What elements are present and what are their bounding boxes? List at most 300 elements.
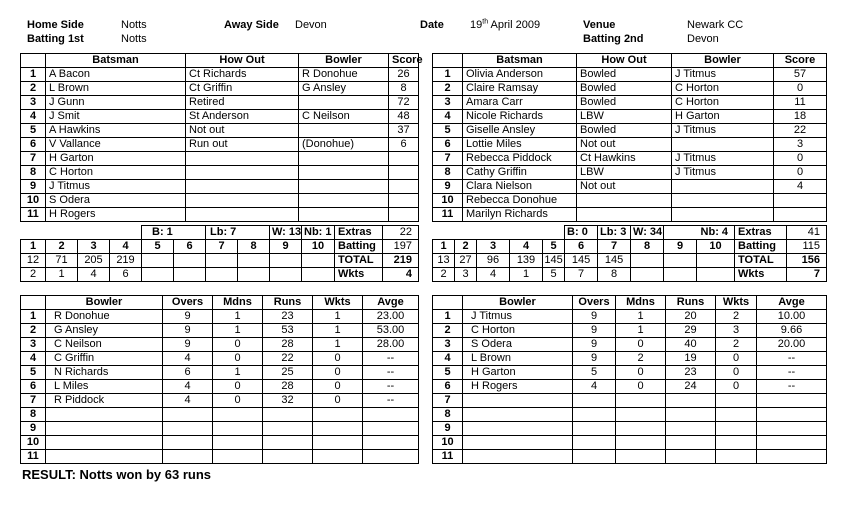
fow-wicket-number: 8 [631,240,664,254]
extras-wides: W: 34 [631,226,664,240]
bowler-wickets [313,450,363,464]
bowler-runs [666,450,716,464]
bowler-row [433,366,827,380]
batsman-row [21,194,419,208]
bowler-maidens: 0 [616,338,666,352]
how-out: St Anderson [186,110,299,124]
batsman-score: 18 [774,110,827,124]
header-score: Score [774,54,827,68]
header-batsman: Batsman [46,54,186,68]
bowler-name: C Horton [463,324,573,338]
bowler-wickets: 3 [716,324,757,338]
bowler-overs: 4 [163,380,213,394]
bowler-row [21,380,419,394]
bowler-maidens: 0 [213,394,263,408]
batsman-name: Lottie Miles [463,138,577,152]
batsman-row [21,208,419,222]
batting-second-label: Batting 2nd [583,33,644,45]
bowler-number: 3 [21,338,46,352]
bowler-wickets: 0 [313,394,363,408]
bowler-number: 3 [433,338,463,352]
header-bowler: Bowler [672,54,774,68]
bowler-runs [263,422,313,436]
dismissing-bowler: J Titmus [672,166,774,180]
bowler-row [21,366,419,380]
fow-score [270,254,302,268]
batting-position: 6 [433,138,463,152]
home-side-label: Home Side [27,19,84,31]
batting-position: 5 [433,124,463,138]
batting-second-value: Devon [687,33,719,45]
bowler-overs [573,408,616,422]
batting-position: 7 [433,152,463,166]
bowler-wickets: 1 [313,338,363,352]
extras-wides: W: 13 [270,226,302,240]
bowler-overs: 4 [573,380,616,394]
batsman-name: Nicole Richards [463,110,577,124]
batting-position: 11 [21,208,46,222]
bowler-row [433,324,827,338]
batting-header-row [21,54,419,68]
how-out: Bowled [577,124,672,138]
bowler-runs [666,422,716,436]
batting-position: 3 [433,96,463,110]
batsman-score: 8 [389,82,419,96]
bowler-number: 7 [433,394,463,408]
extras-spacer [433,226,565,240]
bowler-average: -- [363,352,419,366]
batsman-score: 3 [774,138,827,152]
bowler-maidens: 0 [213,338,263,352]
bowling-header-row [21,296,419,310]
dismissing-bowler: J Titmus [672,68,774,82]
batsman-name: Claire Ramsay [463,82,577,96]
header-bowler: Bowler [46,296,163,310]
bowler-row [433,450,827,464]
fow-wicket-number: 1 [433,240,455,254]
dismissing-bowler: C Neilson [299,110,389,124]
bowler-maidens: 0 [616,380,666,394]
batsman-score: 11 [774,96,827,110]
fow-score: 145 [598,254,631,268]
extras-no-balls: Nb: 4 [664,226,735,240]
bowler-name: N Richards [46,366,163,380]
extras-value: 22 [383,226,419,240]
bowler-wickets: 0 [716,352,757,366]
header-batsman: Batsman [463,54,577,68]
extras-label: Extras [735,226,787,240]
wkts-label: Wkts [335,268,383,282]
batsman-score: 0 [774,166,827,180]
fow-score [664,254,697,268]
bowler-average [363,450,419,464]
fow-batsman [302,268,335,282]
bowler-maidens: 1 [213,310,263,324]
how-out: Bowled [577,96,672,110]
fow-score: 13 [433,254,455,268]
bowler-number: 8 [433,408,463,422]
bowler-number: 1 [21,310,46,324]
batsman-row [21,82,419,96]
dismissing-bowler [299,124,389,138]
innings1-bowling-table [20,295,419,464]
fow-wicket-number: 10 [697,240,735,254]
how-out: LBW [577,166,672,180]
bowler-wickets [716,450,757,464]
bowler-row [433,352,827,366]
innings2-batting-table [432,53,827,222]
innings1-batting-table [20,53,423,222]
bowler-maidens: 0 [213,352,263,366]
bowler-maidens: 1 [213,324,263,338]
batsman-name: J Titmus [46,180,186,194]
fow-wicket-number: 2 [46,240,78,254]
batsman-name: J Gunn [46,96,186,110]
batting-position: 7 [21,152,46,166]
batsman-name: L Brown [46,82,186,96]
how-out: Not out [577,180,672,194]
batsman-score: 22 [774,124,827,138]
how-out: Ct Hawkins [577,152,672,166]
bowler-maidens: 1 [616,324,666,338]
bowler-overs: 9 [573,338,616,352]
bowler-name [46,436,163,450]
fow-batsman [206,268,238,282]
batting-position: 3 [21,96,46,110]
batsman-row [21,138,419,152]
header-mdns: Mdns [213,296,263,310]
header-bowler: Bowler [463,296,573,310]
bowler-row [433,338,827,352]
bowler-average: 53.00 [363,324,419,338]
bowler-average [363,422,419,436]
fow-wicket-number: 8 [238,240,270,254]
bowler-row [21,408,419,422]
header-how-out: How Out [186,54,299,68]
bowler-maidens [213,422,263,436]
bowler-runs: 24 [666,380,716,394]
fow-batsman [697,268,735,282]
how-out [186,180,299,194]
batsman-row [433,96,827,110]
dismissing-bowler [672,208,774,222]
batting-position: 11 [433,208,463,222]
fow-batsman: 1 [510,268,543,282]
header-bowler: Bowler [299,54,389,68]
bowler-wickets: 0 [313,352,363,366]
how-out: Ct Griffin [186,82,299,96]
fow-wicket-number: 7 [206,240,238,254]
total-label: TOTAL [335,254,383,268]
fow-score [238,254,270,268]
extras-row [21,226,419,240]
batting-position: 2 [433,82,463,96]
bowler-runs: 19 [666,352,716,366]
bowler-maidens [213,408,263,422]
dismissing-bowler: (Donohue) [299,138,389,152]
dismissing-bowler: C Horton [672,82,774,96]
bowler-overs: 6 [163,366,213,380]
batsman-name: Clara Nielson [463,180,577,194]
bowler-name [463,408,573,422]
dismissing-bowler [299,194,389,208]
venue-value: Newark CC [687,19,744,31]
header-runs: Runs [263,296,313,310]
bowler-name [463,394,573,408]
batsman-score: 6 [389,138,419,152]
batting-position: 1 [21,68,46,82]
batsman-row [21,68,419,82]
bowler-wickets [313,436,363,450]
batting-first-label: Batting 1st [27,33,84,45]
batsman-name: Marilyn Richards [463,208,577,222]
bowler-overs [163,422,213,436]
bowler-number: 5 [433,366,463,380]
extras-no-balls: Nb: 1 [302,226,335,240]
batsman-name: Amara Carr [463,96,577,110]
fow-batsman [142,268,174,282]
fow-wicket-number: 6 [565,240,598,254]
batsman-row [433,166,827,180]
header-how-out: How Out [577,54,672,68]
extras-row [433,226,827,240]
dismissing-bowler: J Titmus [672,124,774,138]
bowler-name: C Neilson [46,338,163,352]
date-value: 19th April 2009 [470,18,541,31]
bowler-average: 10.00 [757,310,827,324]
bowler-maidens [616,450,666,464]
batsman-row [433,110,827,124]
bowler-overs: 4 [163,394,213,408]
how-out: Ct Richards [186,68,299,82]
header-overs: Overs [573,296,616,310]
how-out [186,194,299,208]
header-wkts: Wkts [716,296,757,310]
bowler-row [433,408,827,422]
batting-position: 8 [21,166,46,180]
bowler-number: 11 [21,450,46,464]
bowler-wickets: 2 [716,338,757,352]
fow-wicket-number: 3 [78,240,110,254]
bowler-overs: 9 [163,324,213,338]
bowler-average [363,408,419,422]
bowler-name: S Odera [463,338,573,352]
bowler-runs: 22 [263,352,313,366]
bowler-maidens: 0 [616,366,666,380]
batting-label: Batting [335,240,383,254]
bowler-number: 6 [21,380,46,394]
how-out: Bowled [577,82,672,96]
batsman-name: H Rogers [46,208,186,222]
batsman-name: Rebecca Donohue [463,194,577,208]
bowler-name: L Miles [46,380,163,394]
bowler-overs [163,408,213,422]
bowler-number: 2 [21,324,46,338]
fow-wicket-number: 9 [270,240,302,254]
fow-batsman: 2 [433,268,455,282]
dismissing-bowler: C Horton [672,96,774,110]
fow-batsman [631,268,664,282]
bowler-number: 11 [433,450,463,464]
bowler-runs [263,408,313,422]
batsman-score [389,152,419,166]
fow-score [697,254,735,268]
bowler-wickets [716,422,757,436]
batsman-row [21,124,419,138]
fow-wicket-number: 4 [110,240,142,254]
fow-batsman [270,268,302,282]
bowler-average [757,436,827,450]
fow-score: 145 [544,254,563,266]
bowler-row [433,394,827,408]
bowler-runs: 20 [666,310,716,324]
batting-header-row [433,54,827,68]
bowler-number: 1 [433,310,463,324]
batsman-name: J Smit [46,110,186,124]
bowler-number: 5 [21,366,46,380]
header-avge: Avge [757,296,827,310]
dismissing-bowler [299,166,389,180]
bowler-runs: 25 [263,366,313,380]
bowler-row [433,310,827,324]
extras-byes: B: 1 [142,226,206,240]
batsman-row [433,208,827,222]
batsman-row [21,166,419,180]
batsman-name: V Vallance [46,138,186,152]
how-out [186,166,299,180]
extras-label: Extras [335,226,383,240]
bowler-number: 9 [21,422,46,436]
batting-position: 10 [433,194,463,208]
total-label: TOTAL [735,254,787,268]
bowler-maidens [616,436,666,450]
bowler-maidens [616,408,666,422]
bowler-overs [573,436,616,450]
dismissing-bowler [299,152,389,166]
batting-position: 2 [21,82,46,96]
fow-score-row [433,254,827,268]
fow-batsman: 4 [78,268,110,282]
bowler-wickets: 2 [716,310,757,324]
innings2-extras-fow-table [432,225,827,282]
bowler-name: J Titmus [463,310,573,324]
batsman-score [389,180,419,194]
how-out [577,208,672,222]
fow-score: 12 [21,254,46,268]
extras-spacer [21,226,142,240]
home-side-value: Notts [121,19,147,31]
batsman-score: 4 [774,180,827,194]
fow-score: 139 [510,254,543,268]
batting-position: 9 [433,180,463,194]
bowler-wickets: 1 [313,324,363,338]
fow-score: 145 [565,254,598,268]
header-number [21,296,46,310]
bowler-name: H Garton [463,366,573,380]
venue-label: Venue [583,19,616,31]
bowler-name [463,450,573,464]
fow-score [631,254,664,268]
fow-score: 27 [455,254,477,268]
bowler-name: L Brown [463,352,573,366]
fow-score: 96 [477,254,510,268]
bowler-number: 8 [21,408,46,422]
bowler-row [433,436,827,450]
batsman-name: Giselle Ansley [463,124,577,138]
bowler-number: 2 [433,324,463,338]
bowler-wickets [313,422,363,436]
bowler-row [21,450,419,464]
batsman-score: 72 [389,96,419,110]
bowler-wickets: 0 [313,366,363,380]
fow-batsman: 3 [455,268,477,282]
batsman-row [433,124,827,138]
away-side-value: Devon [295,19,327,31]
batsman-row [433,194,827,208]
batsman-score: 57 [774,68,827,82]
fow-wicket-number: 1 [21,240,46,254]
dismissing-bowler [299,96,389,110]
bowler-number: 9 [433,422,463,436]
bowler-average [363,436,419,450]
batsman-name: A Bacon [46,68,186,82]
batsman-row [433,138,827,152]
how-out [577,194,672,208]
dismissing-bowler: G Ansley [299,82,389,96]
fow-score [302,254,335,268]
fow-number-row [433,240,827,254]
dismissing-bowler: R Donohue [299,68,389,82]
bowler-name: C Griffin [46,352,163,366]
batsman-score: 26 [389,68,419,82]
bowler-runs: 28 [263,338,313,352]
bowler-wickets: 0 [716,366,757,380]
batting-position: 10 [21,194,46,208]
how-out: Retired [186,96,299,110]
fow-batsman [238,268,270,282]
bowler-row [21,338,419,352]
bowler-name: H Rogers [463,380,573,394]
batsman-row [433,152,827,166]
bowler-name: R Piddock [46,394,163,408]
bowler-maidens [213,450,263,464]
bowler-overs: 9 [573,352,616,366]
bowler-average: -- [363,366,419,380]
extras-leg-byes: Lb: 3 [598,226,631,240]
dismissing-bowler: H Garton [672,110,774,124]
dismissing-bowler [299,208,389,222]
bowler-average: -- [757,380,827,394]
total-value: 219 [383,254,419,268]
batsman-row [21,110,419,124]
fow-wicket-number: 7 [598,240,631,254]
bowler-overs: 9 [573,310,616,324]
bowler-wickets [716,408,757,422]
fow-batsman: 8 [598,268,631,282]
bowler-overs: 5 [573,366,616,380]
bowler-number: 10 [21,436,46,450]
extras-byes: B: 0 [565,226,598,240]
batsman-row [21,152,419,166]
bowler-runs: 28 [263,380,313,394]
batsman-score [389,166,419,180]
batting-position: 6 [21,138,46,152]
fow-batsman-row [21,268,419,282]
batsman-score [774,194,827,208]
bowler-row [433,422,827,436]
innings1-extras-fow-table [20,225,419,282]
batsman-name: Olivia Anderson [463,68,577,82]
